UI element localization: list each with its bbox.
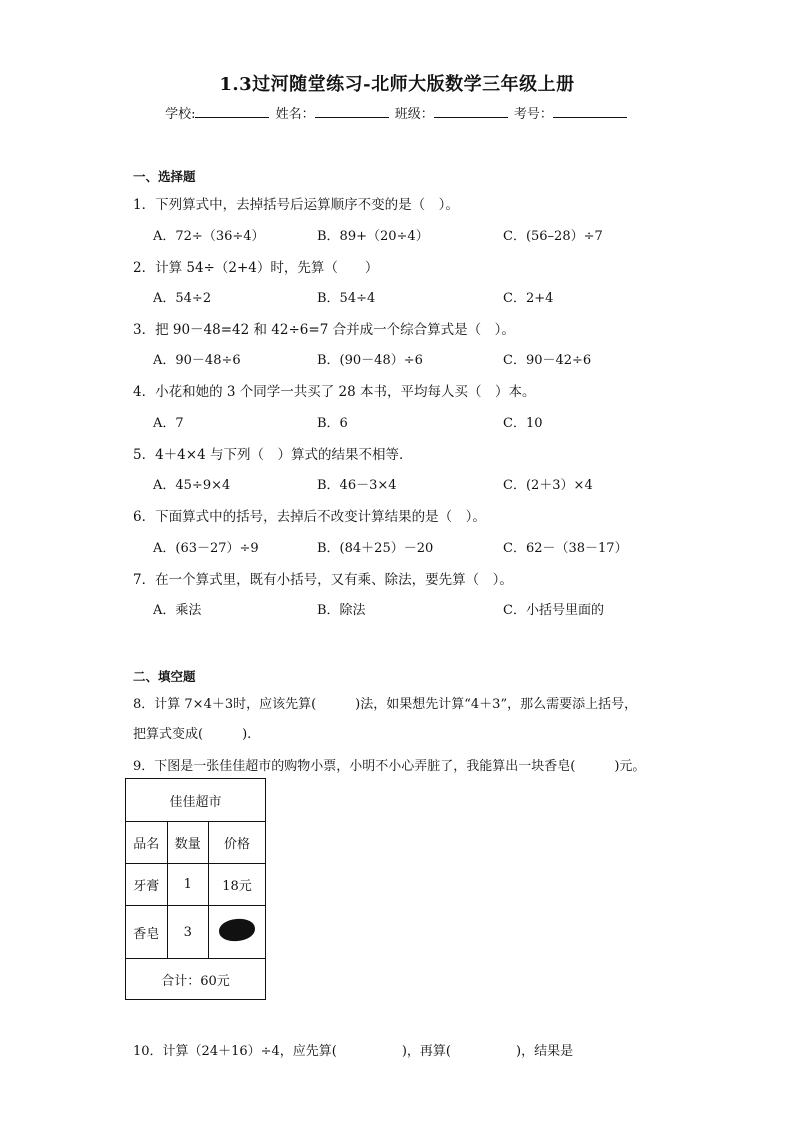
receipt-row-2-item: 香皂 bbox=[126, 906, 168, 959]
class-blank[interactable] bbox=[434, 105, 508, 118]
name-blank[interactable] bbox=[315, 105, 389, 118]
receipt-header-item: 品名 bbox=[126, 822, 168, 864]
receipt-row-1-price: 18元 bbox=[209, 864, 266, 906]
question-5: 5．4＋4×4 与下列（ ）算式的结果不相等． bbox=[133, 447, 413, 463]
number-label: 考号： bbox=[513, 107, 553, 122]
question-4-option-b[interactable]: B．6 bbox=[317, 416, 348, 431]
question-2: 2．计算 54÷（2+4）时，先算（ ） bbox=[133, 260, 379, 276]
question-2-option-b[interactable]: B．54÷4 bbox=[317, 291, 376, 306]
receipt-row-2-qty: 3 bbox=[167, 906, 209, 959]
school-blank[interactable] bbox=[195, 105, 269, 118]
receipt-total: 合计：60元 bbox=[126, 959, 266, 1000]
receipt-table bbox=[125, 778, 266, 1000]
question-4: 4．小花和她的 3 个同学一共买了 28 本书，平均每人买（ ）本。 bbox=[133, 384, 536, 400]
question-7: 7．在一个算式里，既有小括号，又有乘、除法，要先算（ ）。 bbox=[133, 572, 513, 588]
question-2-option-c[interactable]: C．2+4 bbox=[503, 291, 554, 306]
receipt-row-1-item: 牙膏 bbox=[126, 864, 168, 906]
question-8-line-1: 8．计算 7×4＋3时，应该先算( )法，如果想先计算“4＋3”，那么需要添上括号， bbox=[133, 697, 638, 712]
receipt-row-2-price-smudge bbox=[209, 906, 266, 959]
question-6-option-c[interactable]: C．62－（38－17） bbox=[503, 541, 628, 556]
school-label: 学校: bbox=[165, 107, 196, 122]
question-1-option-a[interactable]: A．72÷（36÷4） bbox=[153, 229, 265, 244]
number-blank[interactable] bbox=[553, 105, 627, 118]
question-2-option-a[interactable]: A．54÷2 bbox=[153, 291, 212, 306]
section-heading-choice: 一、选择题 bbox=[133, 169, 196, 184]
question-1-option-c[interactable]: C．(56–28）÷7 bbox=[503, 229, 603, 244]
ink-smudge bbox=[218, 918, 255, 942]
receipt-store-name: 佳佳超市 bbox=[126, 779, 266, 822]
question-7-option-a[interactable]: A．乘法 bbox=[153, 603, 202, 618]
question-7-option-b[interactable]: B．除法 bbox=[317, 603, 366, 618]
question-5-option-a[interactable]: A．45÷9×4 bbox=[153, 478, 231, 493]
class-label: 班级： bbox=[394, 107, 434, 122]
question-6: 6．下面算式中的括号，去掉后不改变计算结果的是（ ）。 bbox=[133, 509, 486, 525]
page-title: 1.3过河随堂练习-北师大版数学三年级上册 bbox=[219, 74, 575, 95]
question-5-option-c[interactable]: C．(2＋3）×4 bbox=[503, 478, 593, 493]
question-10: 10．计算（24＋16）÷4，应先算( )，再算( )，结果是 bbox=[133, 1044, 574, 1059]
question-7-option-c[interactable]: C．小括号里面的 bbox=[503, 603, 604, 618]
receipt-row-1-qty: 1 bbox=[167, 864, 209, 906]
name-label: 姓名： bbox=[275, 107, 315, 122]
question-3-option-c[interactable]: C．90－42÷6 bbox=[503, 353, 592, 368]
question-4-option-a[interactable]: A．7 bbox=[153, 416, 184, 431]
section-heading-fill: 二、填空题 bbox=[133, 669, 196, 684]
question-9: 9．下图是一张佳佳超市的购物小票，小明不小心弄脏了，我能算出一块香皂( )元。 bbox=[133, 759, 646, 774]
student-info-line bbox=[0, 103, 794, 122]
question-6-option-a[interactable]: A．(63－27）÷9 bbox=[153, 541, 259, 556]
receipt-header-qty: 数量 bbox=[167, 822, 209, 864]
question-5-option-b[interactable]: B．46－3×4 bbox=[317, 478, 397, 493]
question-3-option-b[interactable]: B．(90－48）÷6 bbox=[317, 353, 423, 368]
question-4-option-c[interactable]: C．10 bbox=[503, 416, 543, 431]
question-6-option-b[interactable]: B．(84＋25）－20 bbox=[317, 541, 434, 556]
question-8-line-2: 把算式变成( ). bbox=[133, 727, 252, 742]
question-3-option-a[interactable]: A．90－48÷6 bbox=[153, 353, 241, 368]
question-3: 3．把 90－48=42 和 42÷6=7 合并成一个综合算式是（ ）。 bbox=[133, 322, 515, 338]
question-1-option-b[interactable]: B．89+（20÷4） bbox=[317, 229, 429, 244]
question-1: 1．下列算式中，去掉括号后运算顺序不变的是（ ）。 bbox=[133, 197, 459, 213]
receipt-header-price: 价格 bbox=[209, 822, 266, 864]
